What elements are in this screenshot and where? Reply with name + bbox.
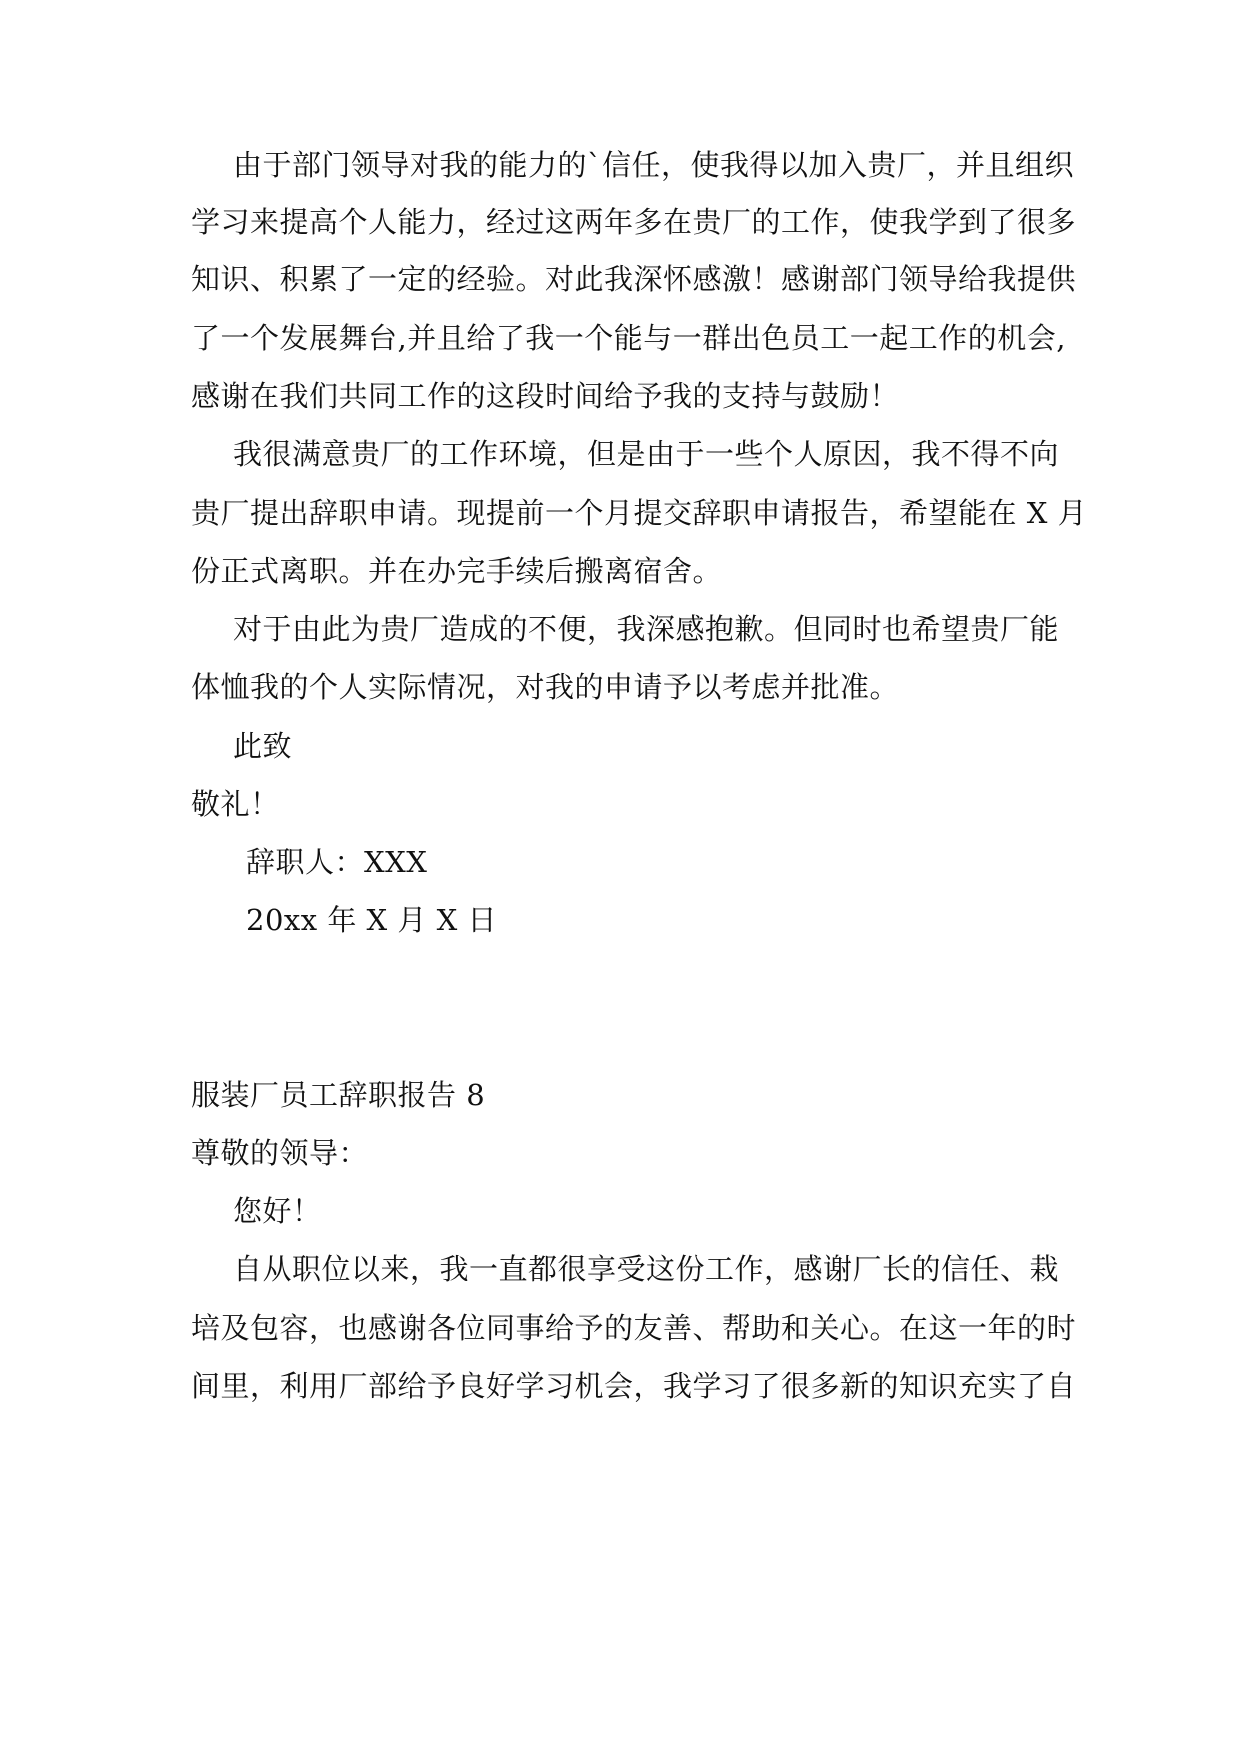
paragraph-line: 知识、积累了一定的经验。对此我深怀感激！感谢部门领导给我提供 [191,262,1077,296]
paragraph-line: 份正式离职。并在办完手续后搬离宿舍。 [191,554,723,588]
paragraph-line: 体恤我的个人实际情况，对我的申请予以考虑并批准。 [191,670,900,704]
paragraph-line: 了一个发展舞台,并且给了我一个能与一群出色员工一起工作的机会, [191,321,1066,355]
greeting: 您好！ [233,1194,322,1228]
paragraph-line: 感谢在我们共同工作的这段时间给予我的支持与鼓励！ [191,379,900,413]
closing-line: 敬礼！ [191,787,280,821]
paragraph-line: 学习来提高个人能力，经过这两年多在贵厂的工作，使我学到了很多 [191,205,1077,239]
date-line: 20xx 年 X 月 X 日 [246,903,497,937]
closing-line: 此致 [233,729,293,763]
paragraph-line: 贵厂提出辞职申请。现提前一个月提交辞职申请报告，希望能在 X 月 [191,496,1088,530]
document-title: 服装厂员工辞职报告 8 [191,1078,486,1112]
paragraph-line: 我很满意贵厂的工作环境，但是由于一些个人原因，我不得不向 [233,437,1060,471]
salutation: 尊敬的领导： [191,1136,369,1170]
paragraph-line: 由于部门领导对我的能力的`信任，使我得以加入贵厂，并且组织 [233,148,1075,182]
signer-line: 辞职人：XXX [246,845,428,879]
paragraph-line: 对于由此为贵厂造成的不便，我深感抱歉。但同时也希望贵厂能 [233,612,1060,646]
paragraph-line: 培及包容，也感谢各位同事给予的友善、帮助和关心。在这一年的时 [191,1311,1077,1345]
paragraph-line: 间里，利用厂部给予良好学习机会，我学习了很多新的知识充实了自 [191,1369,1077,1403]
paragraph-line: 自从职位以来，我一直都很享受这份工作，感谢厂长的信任、栽 [233,1252,1060,1286]
